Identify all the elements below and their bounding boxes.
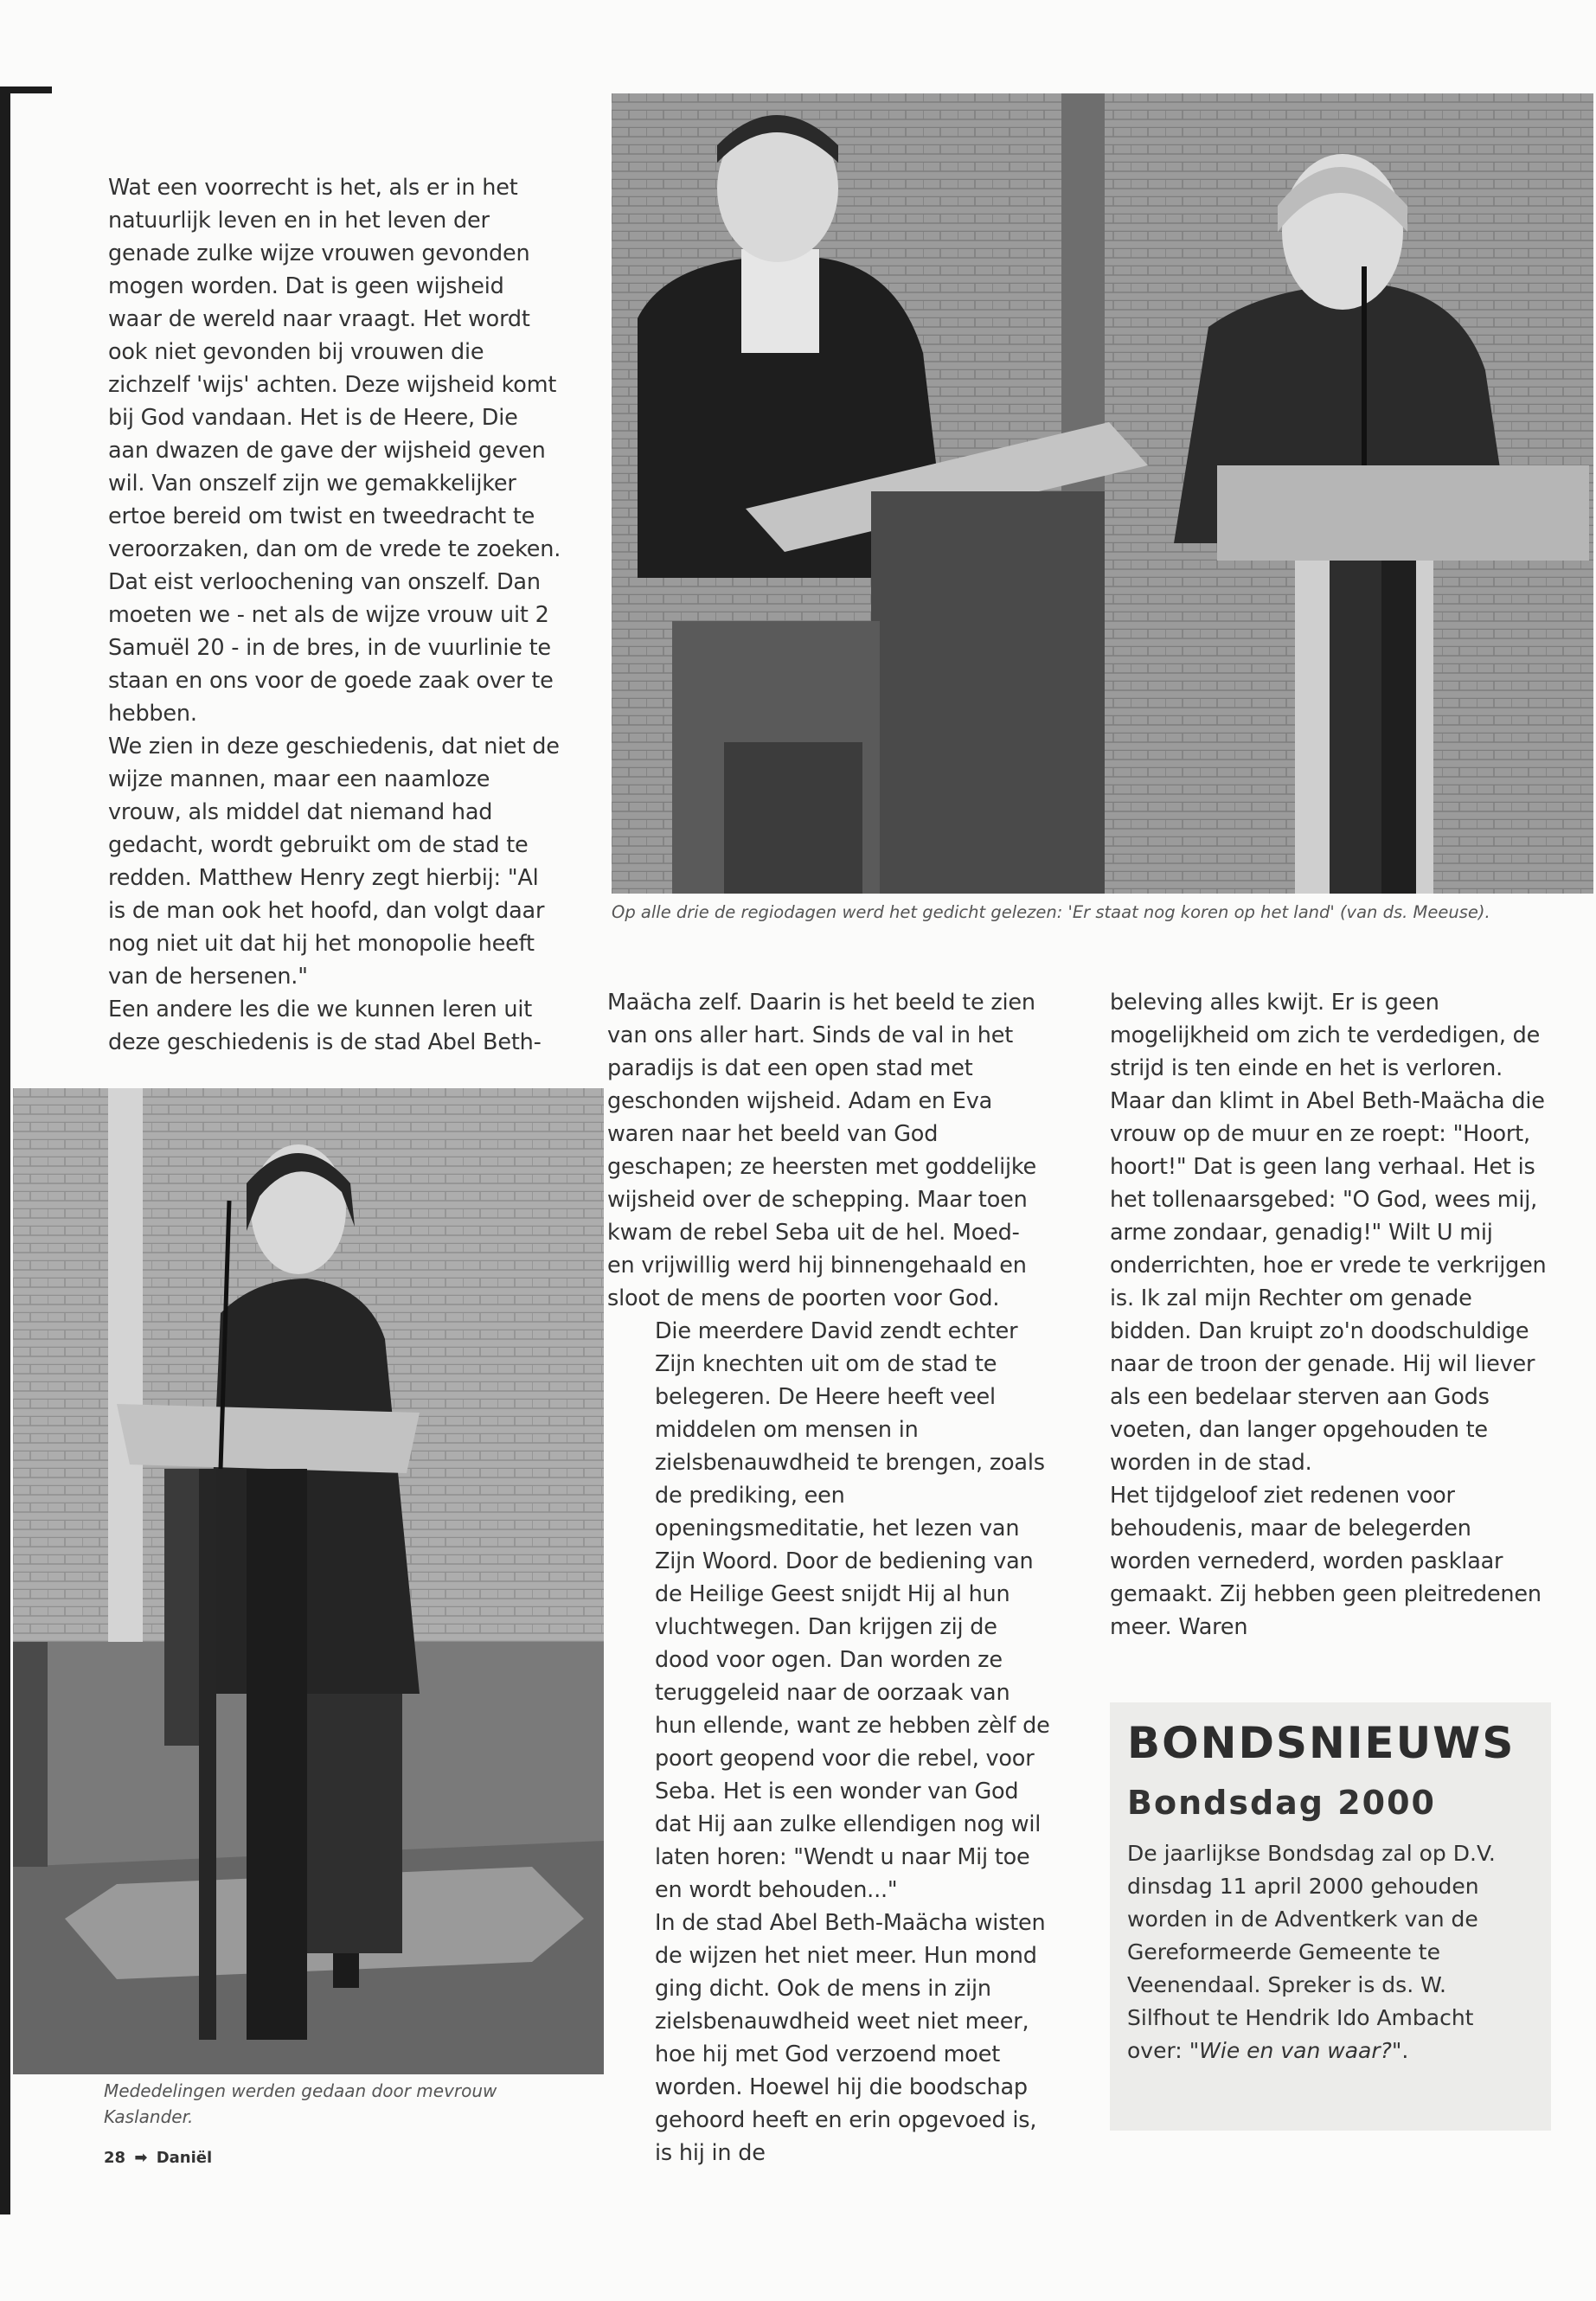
paragraph: Een andere les die we kunnen leren uit deze geschiedenis is de stad Abel Beth- xyxy=(108,997,542,1055)
bondsnieuws-box xyxy=(1110,1702,1551,2131)
box-subtitle: Bondsdag 2000 xyxy=(1127,1784,1436,1822)
article-column-2 xyxy=(607,986,1053,2170)
article-column-3 xyxy=(1110,986,1555,1644)
box-text-end: . xyxy=(1401,2038,1409,2063)
photo-caption: Op alle drie de regiodagen werd het gedicht gelezen: 'Er staat nog koren op het land' (van ds. Meeuse). xyxy=(612,902,1490,922)
box-title: BONDSNIEUWS xyxy=(1127,1718,1516,1768)
paragraph: Die meerdere David zendt echter Zijn knechten uit om de stad te belegeren. De Heere heeft veel middelen om mensen in zielsbenauwdheid te brengen, zoals de prediking, een openingsmeditatie, het lezen van Zijn Woord. Door de bediening van de Heilige Geest snijdt Hij al hun vluchtwegen. Dan krijgen zij de dood voor ogen. Dan worden ze teruggeleid naar de oorzaak van hun ellende, want ze hebben zèlf de poort geopend voor die rebel, voor Seba. Het is een wonder van God dat Hij aan zulke ellendigen nog wil laten horen: "Wendt u naar Mij toe en wordt behouden..." xyxy=(655,1318,1050,1903)
right-arrow-icon: ➡ xyxy=(134,2149,148,2167)
paragraph: We zien in deze geschiedenis, dat niet de wijze mannen, maar een naamloze vrouw, als middel dat niemand had gedacht, wordt gebruikt om de stad te redden. Matthew Henry zegt hierbij: "Al is de man ook het hoofd, dan volgt daar nog niet uit dat hij het monopolie heeft van de hersenen." xyxy=(108,734,560,990)
paragraph: In de stad Abel Beth-Maächa wisten de wijzen het niet meer. Hun mond ging dicht. Ook de mens in zijn zielsbenauwdheid weet niet meer, hoe hij met God verzoend moet worden. Hoewel hij die boodschap gehoord heeft en erin opgevoed is, is hij in de xyxy=(655,1910,1046,2166)
paragraph: beleving alles kwijt. Er is geen mogelijkheid om zich te verdedigen, de strijd is ten einde en het is verloren. Maar dan klimt in Abel Beth-Maächa die vrouw op de muur en ze roept: "Hoort, hoort!" Dat is geen lang verhaal. Het is het tollenaarsgebed: "O God, wees mij, arme zondaar, genadig!" Wilt U mij onderrichten, hoe er vrede te verkrijgen is. Ik zal mijn Rechter om genade bidden. Dan kruipt zo'n doodschuldige naar de troon der genade. Hij wil liever als een bedelaar sterven aan Gods voeten, dan langer opgehouden te worden in de stad. xyxy=(1110,990,1547,1476)
paragraph: Het tijdgeloof ziet redenen voor behoudenis, maar de belegerden worden vernederd, worden pasklaar gemaakt. Zij hebben geen pleitredenen meer. Waren xyxy=(1110,1483,1542,1640)
photo-speaker-announcements xyxy=(13,1088,604,2074)
page-number: 28 xyxy=(104,2149,126,2167)
magazine-name: Daniël xyxy=(156,2149,213,2167)
box-text xyxy=(1127,1837,1534,2067)
page-edge-line xyxy=(0,87,10,2214)
paragraph: Maächa zelf. Daarin is het beeld te zien van ons aller hart. Sinds de val in het paradijs is dat een open stad met geschonden wijsheid. Adam en Eva waren naar het beeld van God geschapen; ze heersten met goddelijke wijsheid over de schepping. Maar toen kwam de rebel Seba uit de hel. Moed- en vrijwillig werd hij binnengehaald en sloot de mens de poorten voor God. xyxy=(607,990,1037,1311)
box-text-quote: "Wie en van waar?" xyxy=(1189,2038,1402,2063)
paragraph: Wat een voorrecht is het, als er in het natuurlijk leven en in het leven der genade zulke wijze vrouwen gevonden mogen worden. Dat is geen wijsheid waar de wereld naar vraagt. Het wordt ook niet gevonden bij vrouwen die zichzelf 'wijs' achten. Deze wijsheid komt bij God vandaan. Het is de Heere, Die aan dwazen de gave der wijsheid geven wil. Van onszelf zijn we gemakkelijker ertoe bereid om twist en tweedracht te veroorzaken, dan om de vrede te zoeken. Dat eist verloochening van onszelf. Dan moeten we - net als de wijze vrouw uit 2 Samuël 20 - in de bres, in de vuurlinie te staan en ons voor de goede zaak over te hebben. xyxy=(108,175,561,727)
page-folio xyxy=(104,2149,212,2167)
photo-two-readers xyxy=(612,93,1593,894)
article-column-1 xyxy=(108,171,562,1059)
photo-caption: Mededelingen werden gedaan door mevrouw Kaslander. xyxy=(104,2080,497,2127)
box-text-body: De jaarlijkse Bondsdag zal op D.V. dinsdag 11 april 2000 gehouden worden in de Adventkerk van de Gereformeerde Gemeente te Veenendaal. Spreker is ds. W. Silfhout te Hendrik Ido Ambacht over: xyxy=(1127,1841,1496,2063)
